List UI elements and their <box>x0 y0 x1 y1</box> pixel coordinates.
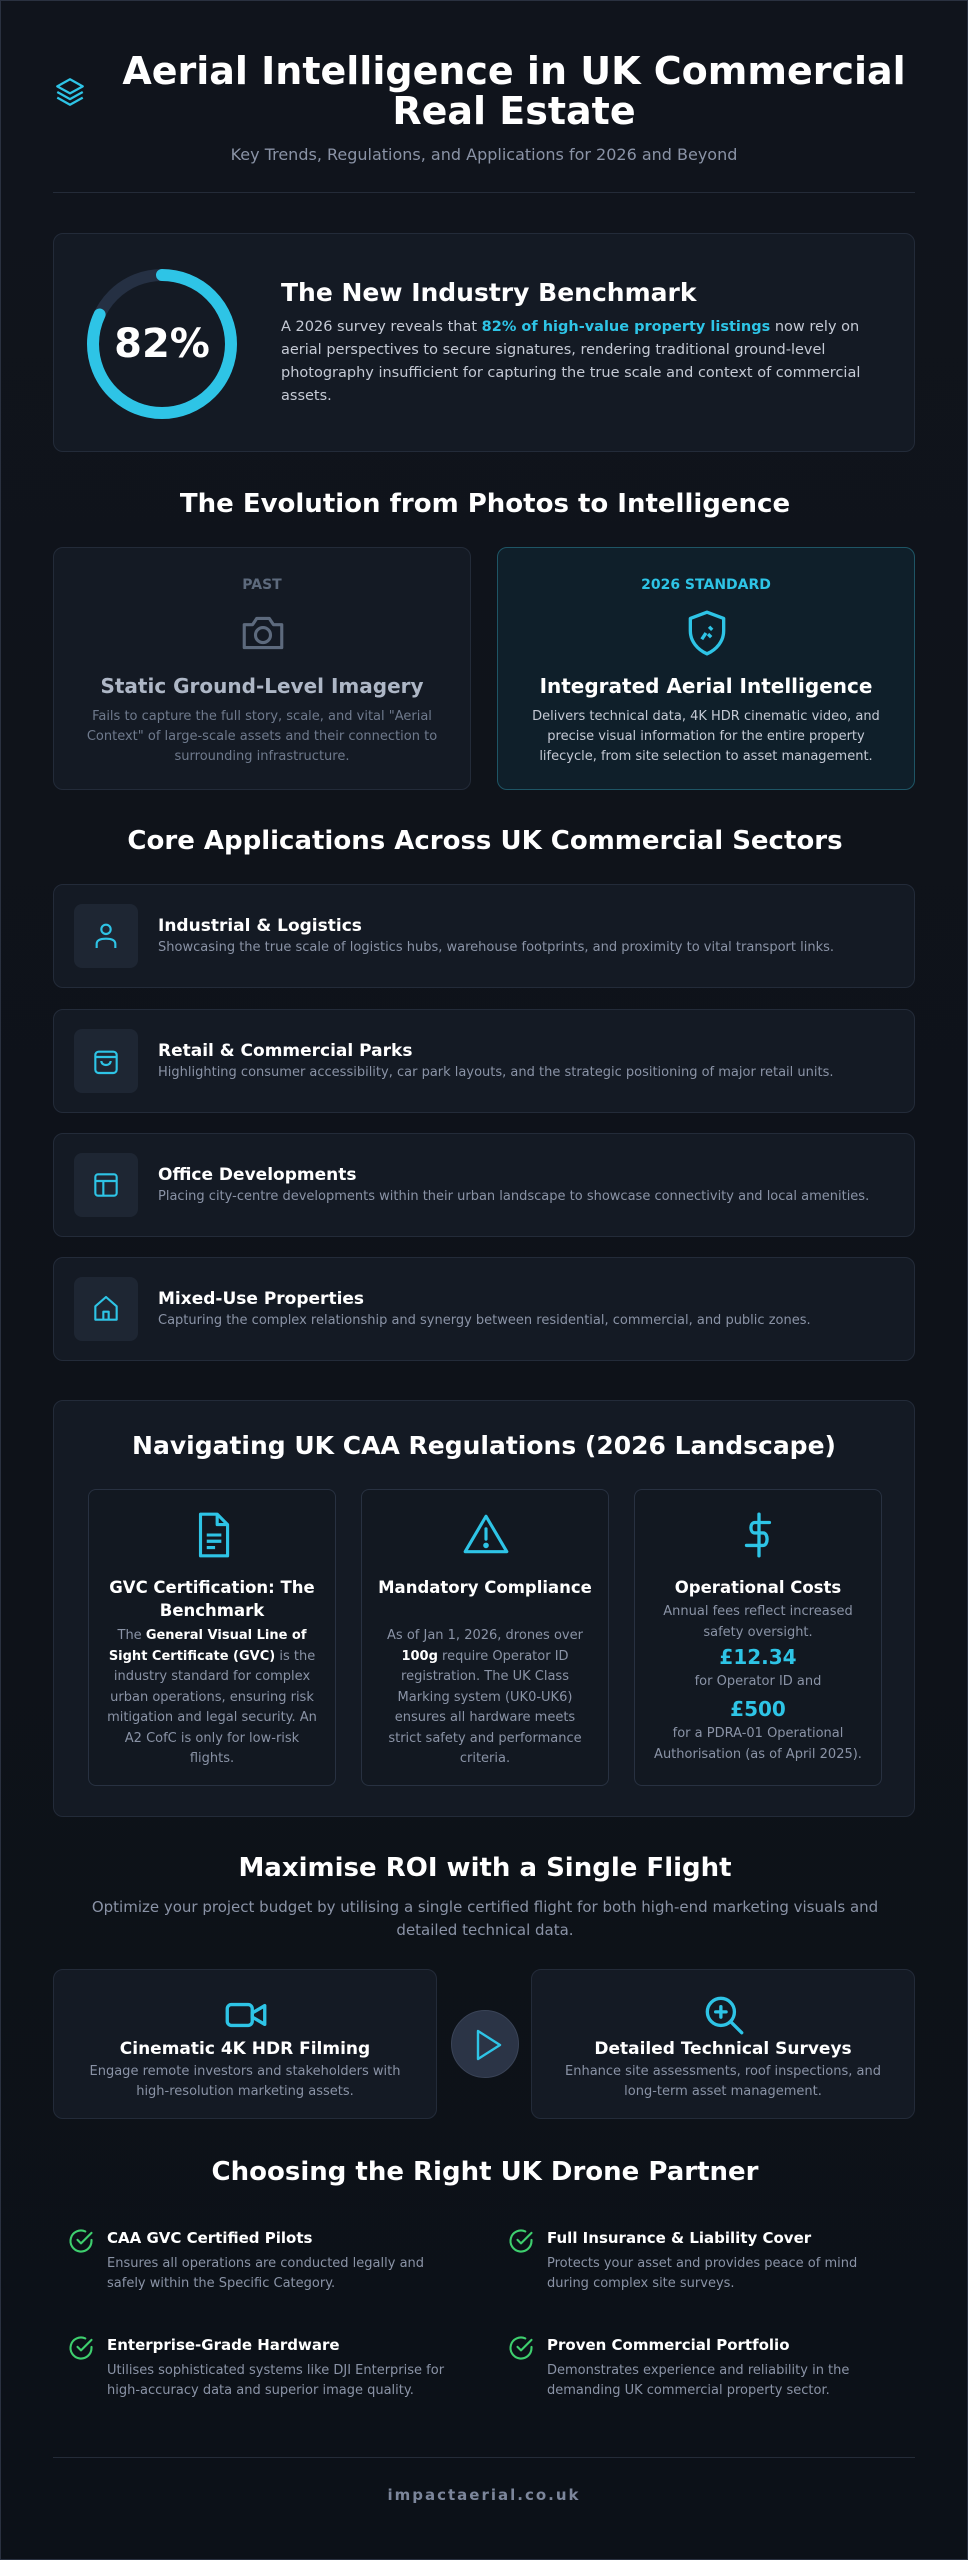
standard-card <box>497 547 915 790</box>
footer-divider <box>53 2457 915 2458</box>
roi-title: Maximise ROI with a Single Flight <box>238 1853 732 1883</box>
feature-title: Enterprise-Grade Hardware <box>107 2336 340 2354</box>
standard-title: Integrated Aerial Intelligence <box>539 674 873 698</box>
app-title: Retail & Commercial Parks <box>158 1041 413 1061</box>
video-icon <box>221 1990 271 2040</box>
feature-title: CAA GVC Certified Pilots <box>107 2229 313 2247</box>
feature-title: Full Insurance & Liability Cover <box>547 2229 812 2247</box>
costs-card <box>634 1489 882 1786</box>
pdra-label: for a PDRA-01 Operational Authorisation (as of April 2025). <box>654 1726 862 1762</box>
compliance-text: As of Jan 1, 2026, drones over 100g require Operator ID registration. The UK Class Marking system (UK0-UK6) ensures all hardware meets strict safety and performance criteria. <box>387 1628 583 1766</box>
app-mixed-use <box>53 1257 915 1361</box>
page-subtitle: Key Trends, Regulations, and Applications for 2026 and Beyond <box>230 145 738 164</box>
feature-text: Demonstrates experience and reliability in the demanding UK commercial property sector. <box>547 2363 850 2398</box>
pdra-price: £500 <box>730 1697 786 1721</box>
feature-title: Proven Commercial Portfolio <box>547 2336 790 2354</box>
layers-icon <box>53 75 87 109</box>
benchmark-title: The New Industry Benchmark <box>281 278 697 307</box>
warning-icon <box>461 1510 511 1560</box>
app-retail <box>53 1009 915 1113</box>
gvc-title: GVC Certification: The Benchmark <box>109 1578 315 1620</box>
regulations-title: Navigating UK CAA Regulations (2026 Landscape) <box>132 1431 836 1460</box>
operator-id-label: for Operator ID and <box>694 1674 822 1689</box>
shield-icon <box>682 608 732 658</box>
gvc-card <box>88 1489 336 1786</box>
check-circle-icon <box>507 2334 535 2362</box>
layout-icon <box>90 1169 122 1201</box>
app-title: Industrial & Logistics <box>158 916 362 936</box>
survey-card <box>531 1969 915 2119</box>
feature-text: Utilises sophisticated systems like DJI Enterprise for high-accuracy data and superior image quality. <box>107 2363 445 2398</box>
evolution-title: The Evolution from Photos to Intelligence <box>179 489 791 519</box>
play-button[interactable] <box>451 2010 519 2078</box>
check-circle-icon <box>67 2334 95 2362</box>
filming-card <box>53 1969 437 2119</box>
filming-text: Engage remote investors and stakeholders with high-resolution marketing assets. <box>89 2064 401 2099</box>
compliance-card <box>361 1489 609 1786</box>
app-text: Showcasing the true scale of logistics hubs, warehouse footprints, and proximity to vital transport links. <box>158 940 835 955</box>
roi-subtitle: Optimize your project budget by utilising a single certified flight for both high-end marketing visuals and detailed technical data. <box>91 1898 879 1939</box>
app-text: Placing city-centre developments within their urban landscape to showcase connectivity and local amenities. <box>158 1189 870 1204</box>
applications-title: Core Applications Across UK Commercial Sectors <box>127 826 843 856</box>
feature-item <box>507 2334 907 2414</box>
past-tag: PAST <box>242 577 282 593</box>
check-circle-icon <box>507 2227 535 2255</box>
past-text: Fails to capture the full story, scale, and vital "Aerial Context" of large-scale assets and their connection to surrounding infrastructure. <box>86 709 438 764</box>
survey-text: Enhance site assessments, roof inspections, and long-term asset management. <box>565 2064 881 2099</box>
gvc-text: The General Visual Line of Sight Certificate (GVC) is the industry standard for complex urban operations, ensuring risk mitigation and legal security. An A2 CofC is only for low-risk flights. <box>107 1628 317 1766</box>
document-icon <box>188 1510 238 1560</box>
benchmark-percent: 82% <box>114 321 210 367</box>
past-title: Static Ground-Level Imagery <box>100 674 424 698</box>
regulations-panel <box>53 1400 915 1817</box>
partner-title: Choosing the Right UK Drone Partner <box>211 2157 759 2187</box>
filming-title: Cinematic 4K HDR Filming <box>119 2039 371 2059</box>
check-circle-icon <box>67 2227 95 2255</box>
benchmark-highlight: 82% of high-value property listings <box>481 319 771 335</box>
shopping-bag-icon <box>90 1045 122 1077</box>
operator-id-price: £12.34 <box>719 1645 797 1669</box>
feature-item <box>67 2227 467 2307</box>
footer-link[interactable]: impactaerial.co.uk <box>387 2486 581 2504</box>
page-title: Aerial Intelligence in UK Commercial Real Estate <box>122 49 906 133</box>
app-text: Capturing the complex relationship and synergy between residential, commercial, and public zones. <box>158 1313 811 1328</box>
dollar-icon <box>734 1510 784 1560</box>
feature-item <box>67 2334 467 2414</box>
past-card <box>53 547 471 790</box>
feature-text: Ensures all operations are conducted legally and safely within the Specific Category. <box>107 2256 425 2291</box>
header <box>53 51 915 193</box>
benchmark-card <box>53 233 915 452</box>
costs-intro: Annual fees reflect increased safety oversight. <box>663 1604 853 1640</box>
app-industrial <box>53 884 915 988</box>
user-icon <box>90 920 122 952</box>
standard-text: Delivers technical data, 4K HDR cinematic video, and precise visual information for the entire property lifecycle, from site selection to asset management. <box>532 709 880 764</box>
app-text: Highlighting consumer accessibility, car park layouts, and the strategic positioning of major retail units. <box>158 1065 834 1080</box>
zoom-in-icon <box>699 1990 749 2040</box>
app-office <box>53 1133 915 1237</box>
standard-tag: 2026 STANDARD <box>641 577 771 593</box>
app-title: Office Developments <box>158 1165 357 1185</box>
survey-title: Detailed Technical Surveys <box>594 2039 852 2059</box>
play-icon <box>452 2011 520 2079</box>
app-title: Mixed-Use Properties <box>158 1289 365 1309</box>
compliance-title: Mandatory Compliance <box>378 1578 592 1597</box>
home-icon <box>90 1293 122 1325</box>
feature-item <box>507 2227 907 2307</box>
feature-text: Protects your asset and provides peace of mind during complex site surveys. <box>547 2256 858 2291</box>
camera-icon <box>238 608 288 658</box>
benchmark-text: A 2026 survey reveals that 82% of high-value property listings now rely on aerial perspectives to secure signatures, rendering traditional ground-level photography insufficient for capturing the true scale and context of commercial assets. <box>281 319 861 404</box>
costs-title: Operational Costs <box>674 1578 842 1597</box>
